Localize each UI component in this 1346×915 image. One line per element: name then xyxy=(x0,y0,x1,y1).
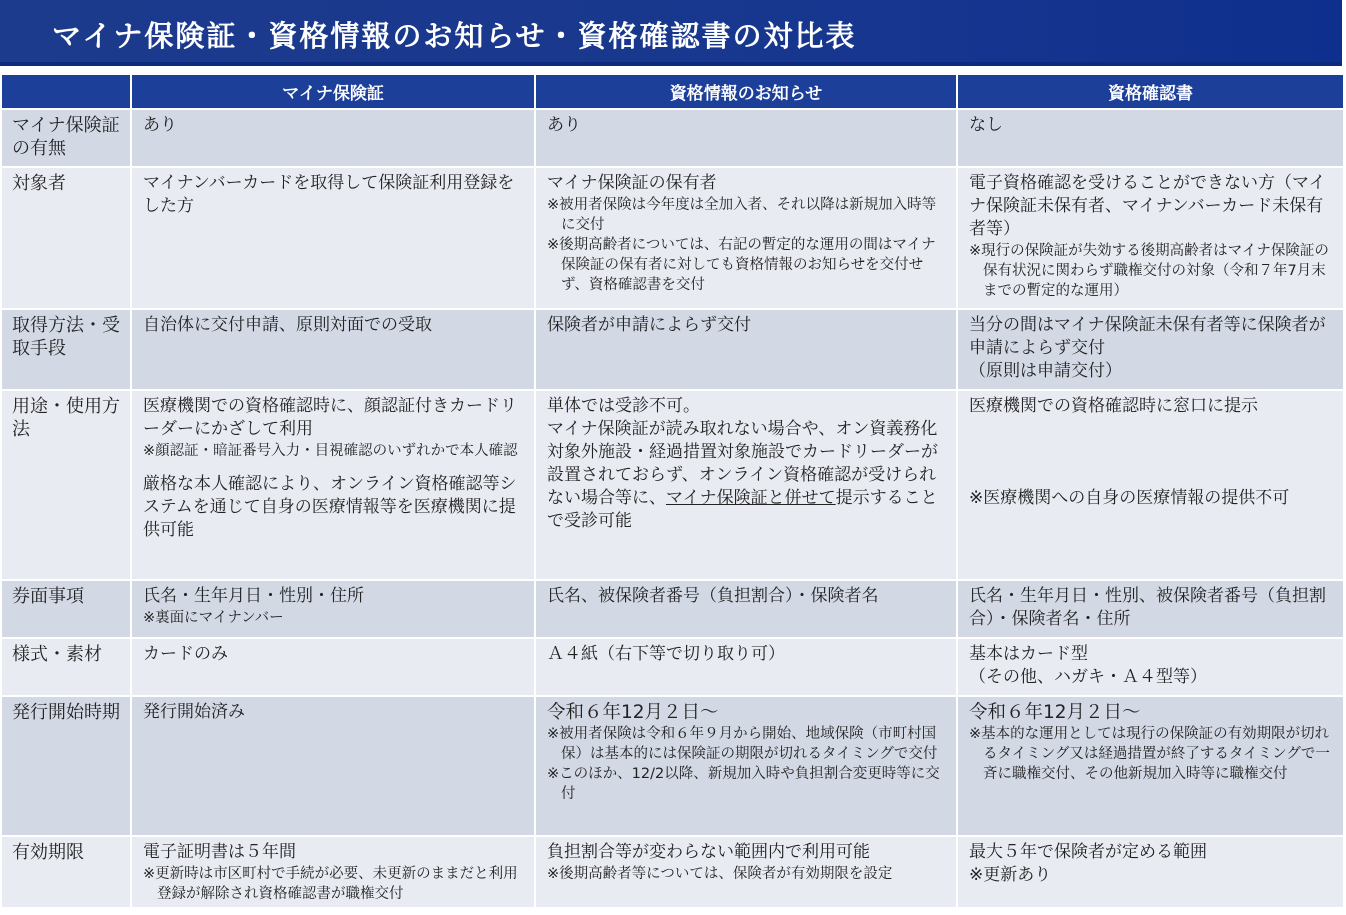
header-eligibility-notice: 資格情報のお知らせ xyxy=(535,74,957,109)
cell-note: ※更新時は市区町村で手続が必要、未更新のままだと利用登録が解除され資格確認書が職権交付 xyxy=(143,866,518,902)
cell-text: 負担割合等が変わらない範囲内で利用可能 xyxy=(547,842,870,862)
cell-text: （その他、ハガキ・Ａ４型等） xyxy=(969,667,1207,687)
cell-text: マイナ保険証の保有者 xyxy=(547,173,717,193)
cell-note: ※基本的な運用としては現行の保険証の有効期限が切れるタイミング又は経過措置が終了するタイミングで一斉に職権交付、その他新規加入時等に職権交付 xyxy=(969,726,1330,782)
header-row xyxy=(1,74,1344,109)
row-label: 券面事項 xyxy=(1,580,131,638)
cell: 自治体に交付申請、原則対面での受取 xyxy=(131,309,535,390)
cell: 発行開始済み xyxy=(131,696,535,836)
table-row xyxy=(1,109,1344,167)
table-row xyxy=(1,696,1344,836)
row-label: 様式・素材 xyxy=(1,638,131,696)
cell xyxy=(957,696,1344,836)
cell xyxy=(957,836,1344,908)
cell: なし xyxy=(957,109,1344,167)
cell-note: ※被用者保険は令和６年９月から開始、地域保険（市町村国保）は基本的には保険証の期限が切れるタイミングで交付 xyxy=(547,726,938,762)
cell-text: 電子証明書は５年間 xyxy=(143,842,296,862)
cell-note: ※後期高齢者等については、保険者が有効期限を設定 xyxy=(547,866,893,882)
row-label: 取得方法・受取手段 xyxy=(1,309,131,390)
table-row xyxy=(1,309,1344,390)
row-label: 有効期限 xyxy=(1,836,131,908)
cell-text: ※更新あり xyxy=(969,865,1052,885)
cell-note: ※現行の保険証が失効する後期高齢者はマイナ保険証の保有状況に関わらず職権交付の対象（令和７年7月末までの暫定的な運用） xyxy=(969,243,1329,299)
cell-text: （原則は申請交付） xyxy=(969,361,1122,381)
table-row xyxy=(1,836,1344,908)
cell-text: マイナ保険証が読み取れない場合や、オン資義務化対象外施設・経過措置対象施設でカードリーダーが設置されておらず、オンライン資格確認が受けられない場合等に、 xyxy=(547,419,938,508)
cell: 氏名・生年月日・性別、被保険者番号（負担割合）・保険者名・住所 xyxy=(957,580,1344,638)
cell xyxy=(957,390,1344,580)
cell: Ａ４紙（右下等で切り取り可） xyxy=(535,638,957,696)
cell-note: ※後期高齢者については、右記の暫定的な運用の間はマイナ保険証の保有者に対しても資格情報のお知らせを交付せず、資格確認書を交付 xyxy=(547,237,936,293)
table-row xyxy=(1,390,1344,580)
cell xyxy=(131,580,535,638)
cell xyxy=(535,390,957,580)
title-bar xyxy=(0,0,1342,66)
cell-note: ※被用者保険は今年度は全加入者、それ以降は新規加入時等に交付 xyxy=(547,197,937,233)
cell xyxy=(131,836,535,908)
cell-text: ※医療機関への自身の医療情報の提供不可 xyxy=(969,488,1290,508)
cell-text: 厳格な本人確認により、オンライン資格確認等システムを通じて自身の医療情報等を医療機関に提供可能 xyxy=(143,474,517,540)
cell xyxy=(535,167,957,309)
page-title: マイナ保険証・資格情報のお知らせ・資格確認書の対比表 xyxy=(52,19,857,53)
table-row xyxy=(1,167,1344,309)
cell-note: ※顔認証・暗証番号入力・目視確認のいずれかで本人確認 xyxy=(143,443,518,459)
table-row xyxy=(1,580,1344,638)
cell-note: ※裏面にマイナンバー xyxy=(143,610,284,626)
row-label: 発行開始時期 xyxy=(1,696,131,836)
cell xyxy=(535,696,957,836)
cell-text: 最大５年で保険者が定める範囲 xyxy=(969,842,1207,862)
cell: あり xyxy=(535,109,957,167)
row-label: マイナ保険証の有無 xyxy=(1,109,131,167)
comparison-table xyxy=(0,73,1345,909)
cell: カードのみ xyxy=(131,638,535,696)
cell-text: 令和６年12月２日～ xyxy=(969,702,1141,723)
cell-text: 提示することで受診可能 xyxy=(547,488,938,531)
cell-text: 基本はカード型 xyxy=(969,644,1088,664)
cell xyxy=(535,836,957,908)
cell-text: 氏名・生年月日・性別・住所 xyxy=(143,586,364,606)
cell-text: 電子資格確認を受けることができない方（マイナ保険証未保有者、マイナンバーカード未保有者等） xyxy=(969,173,1326,239)
cell-text: 令和６年12月２日～ xyxy=(547,702,719,723)
cell: 保険者が申請によらず交付 xyxy=(535,309,957,390)
cell: あり xyxy=(131,109,535,167)
header-my-number-insurance-card: マイナ保険証 xyxy=(131,74,535,109)
cell-text: 単体では受診不可。 xyxy=(547,396,700,416)
cell-note: ※このほか、12/2以降、新規加入時や負担割合変更時等に交付 xyxy=(547,766,940,802)
cell xyxy=(957,309,1344,390)
header-eligibility-certificate: 資格確認書 xyxy=(957,74,1344,109)
cell-text: 医療機関での資格確認時に、顔認証付きカードリーダーにかざして利用 xyxy=(143,396,517,439)
cell-text-underlined: マイナ保険証と併せて xyxy=(666,488,836,508)
cell xyxy=(957,167,1344,309)
row-label: 対象者 xyxy=(1,167,131,309)
cell xyxy=(957,638,1344,696)
cell-text: 当分の間はマイナ保険証未保有者等に保険者が申請によらず交付 xyxy=(969,315,1326,358)
cell xyxy=(131,390,535,580)
header-empty xyxy=(1,74,131,109)
row-label: 用途・使用方法 xyxy=(1,390,131,580)
table-row xyxy=(1,638,1344,696)
cell: マイナンバーカードを取得して保険証利用登録をした方 xyxy=(131,167,535,309)
cell-text: 医療機関での資格確認時に窓口に提示 xyxy=(969,396,1258,416)
cell: 氏名、被保険者番号（負担割合）・保険者名 xyxy=(535,580,957,638)
